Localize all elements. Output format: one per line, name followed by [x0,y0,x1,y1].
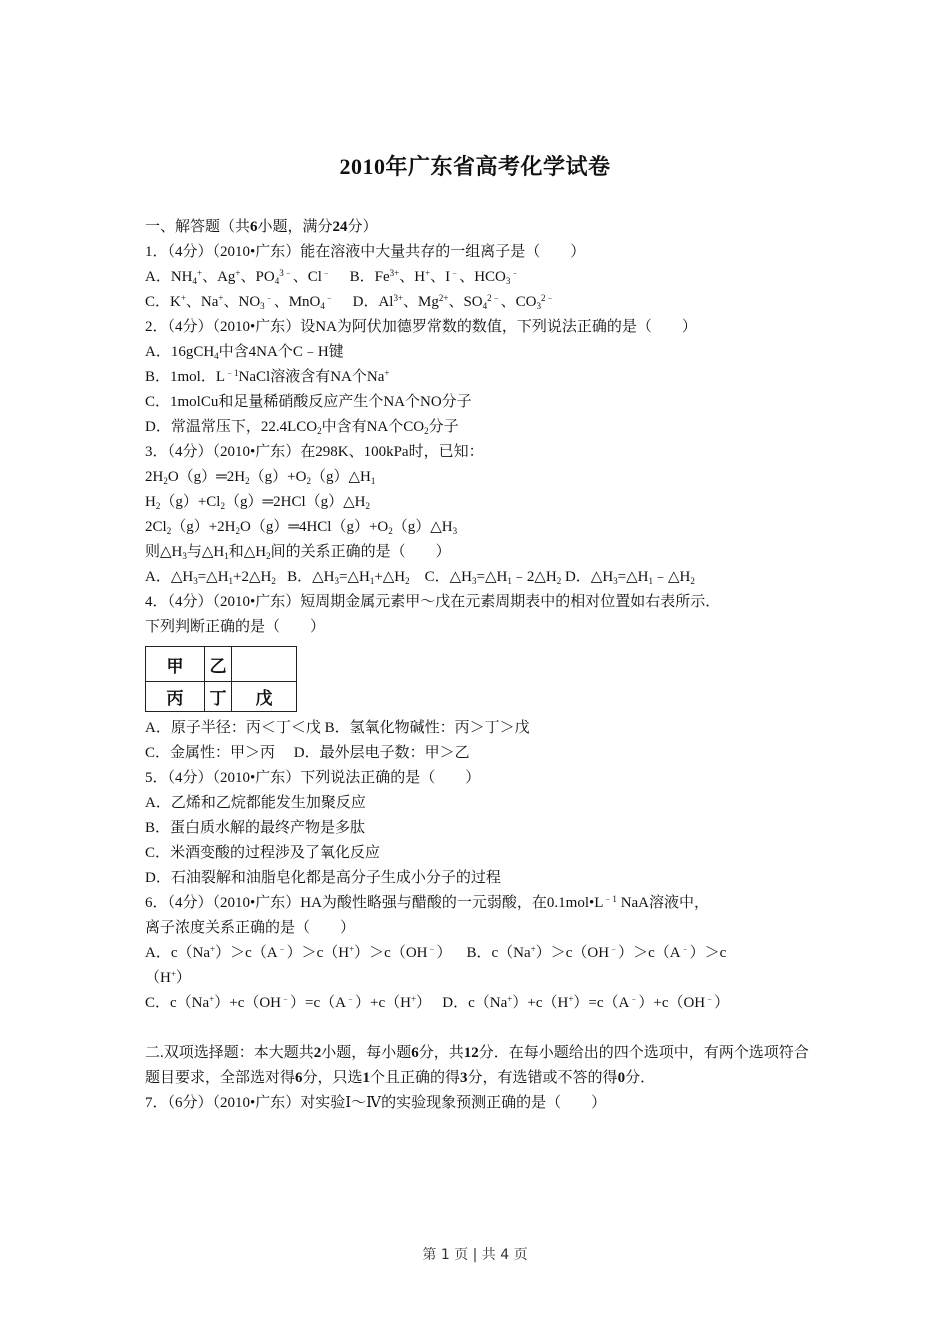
question-3-question: 则$\triangle H_3$与$\triangle H_1$和$\triangle H_2$间的关系正确的是（ ） [145,544,451,561]
section2-number: 0 [617,1070,626,1086]
question-7-stem: 7．（6分）（2010•广东）对实验Ⅰ～Ⅳ的实验现象预测正确的是（ ） [145,1095,607,1111]
section2-text: 分，只选 [302,1070,363,1086]
section2-text: 分．在每小题给出的四个选项中，有两个选项符合题目要求，全部选对得 [145,1045,809,1086]
question-2-option-b: B．1mol．$L^{﹣1}NaCl$溶液含有NA个Na+ [145,368,390,385]
question-5-option-b: B．蛋白质水解的最终产物是多肽 [145,820,366,836]
question-6-options-ab: A．c（Na+）＞c（A﹣）＞c（H+）＞c（OH﹣） B．c（Na+）＞c（OH﹣）＞c（A﹣）＞c [145,944,727,961]
footer-text: 页 | 共 [454,1247,496,1263]
table-row [146,647,297,682]
question-3-stem: 3．（4分）（2010•广东）在298K、100kPa时，已知： [145,444,484,460]
footer-text: 第 [422,1247,437,1263]
question-1-stem: 1．（4分）（2010•广东）能在溶液中大量共存的一组离子是（ ） [145,244,586,260]
question-5-option-c: C．米酒变酸的过程涉及了氧化反应 [145,845,381,861]
question-1-options-cd: C．K+、Na+、$NO_3^﹣$、MnO$_4$﹣ D．$Al^{3+}$、$Mg^{2+}$、$SO_4^{2﹣}$、$CO_3^{2﹣}$ [145,293,555,311]
current-page-number: 1 [440,1247,450,1263]
section1-heading-text: 一、解答题（共 [145,219,251,235]
question-3-equation-1: $2H_2O(g)═2H_2(g)+O_2(g)\triangle H_1$ [145,469,376,486]
question-2-option-d: D．常温常压下，$22.4LCO_2$中含有NA个$CO_2$分子 [145,419,459,436]
document-title: 2010年广东省高考化学试卷 [339,154,611,179]
table-cell: 戊 [232,682,297,712]
question-1-options-ab: A．$NH_4^+$、Ag+、$PO_4^{3﹣}$、Cl﹣ B．$Fe^{3+}$、H+、I﹣、$HCO_3^﹣$ [145,268,520,286]
section2-text: 二.双项选择题：本大题共 [145,1045,314,1061]
section1-heading [145,215,810,240]
document-body [145,215,810,1116]
question-6-options-b-cont: （H+） [145,969,191,986]
table-cell: 甲 [146,647,205,682]
section2-number: 1 [362,1070,371,1086]
section2-number: 2 [313,1045,322,1061]
section2-text: 小题，每小题 [321,1045,412,1061]
question-4-options-ab: A．原子半径：丙＜丁＜戊 B．氢氧化物碱性：丙＞丁＞戊 [145,720,530,736]
section1-score: 24 [332,219,348,235]
section2-number: 6 [411,1045,419,1061]
section2-text: 分． [625,1070,656,1086]
section2-text: 分，有选错或不答的得 [467,1070,618,1086]
question-3-equation-2: $H_2(g)+Cl_2(g)═2HCl(g)\triangle H_2$ [145,494,370,511]
question-2-option-a: A．16gCH$_4$中含4NA个C﹣H键 [145,344,344,361]
question-2-stem: 2．（4分）（2010•广东）设NA为阿伏加德罗常数的数值，下列说法正确的是（ ） [145,319,697,335]
table-cell [232,647,297,682]
question-3-equation-3: $2Cl_2(g)+2H_2O(g)═4HCl(g)+O_2(g)\triangle H_3$ [145,519,458,536]
table-cell: 丙 [146,682,205,712]
periodic-table-excerpt [145,646,297,712]
section1-heading-text: 分） [347,219,378,235]
table-row [146,682,297,712]
section2-number: 6 [295,1070,303,1086]
question-4-stem-2: 下列判断正确的是（ ） [145,619,326,635]
page-footer [0,1244,950,1264]
section2-text: 分，共 [418,1045,464,1061]
total-pages: 4 [500,1247,510,1263]
question-2-option-c: C．1molCu和足量稀硝酸反应产生个NA个NO分子 [145,394,472,410]
question-6-stem-2: 离子浓度关系正确的是（ ） [145,920,356,936]
section1-heading-text: 小题，满分 [257,219,333,235]
question-5-option-a: A．乙烯和乙烷都能发生加聚反应 [145,795,366,811]
question-6-options-cd: C．c（Na+）+c（OH﹣）=c（A﹣）+c（H+） D．c（Na+）+c（H+）=c（A﹣）+c（OH﹣） [145,994,730,1011]
section2-number: 12 [463,1045,479,1061]
question-4-stem: 4．（4分）（2010•广东）短周期金属元素甲～戊在元素周期表中的相对位置如右表所示． [145,594,721,610]
section2-text: 个且正确的得 [370,1070,461,1086]
question-4-options-cd: C．金属性：甲＞丙 D．最外层电子数：甲＞乙 [145,745,470,761]
section2-instructions [145,1041,810,1091]
section1-count: 6 [250,219,258,235]
table-cell: 丁 [205,682,232,712]
footer-text: 页 [513,1247,528,1263]
table-cell: 乙 [205,647,232,682]
spacer [145,1016,810,1041]
section2-number: 3 [460,1070,468,1086]
question-5-stem: 5．（4分）（2010•广东）下列说法正确的是（ ） [145,770,481,786]
question-6-stem: 6．（4分）（2010•广东）HA为酸性略强与醋酸的一元弱酸，在$0.1mol•L^{﹣1}$ NaA溶液中， [145,894,710,911]
question-3-options: A．$\triangle H_3=\triangle H_1+2\triangle H_2$ B．$\triangle H_3=\triangle H_1+\triangle H_2$ C．$\triangle H_3=\triangle H_1﹣2\triangle H_2$ D．$\triangle H_3=\triangle H_1﹣\triangle H_2$ [145,569,695,586]
question-5-option-d: D．石油裂解和油脂皂化都是高分子生成小分子的过程 [145,870,501,886]
